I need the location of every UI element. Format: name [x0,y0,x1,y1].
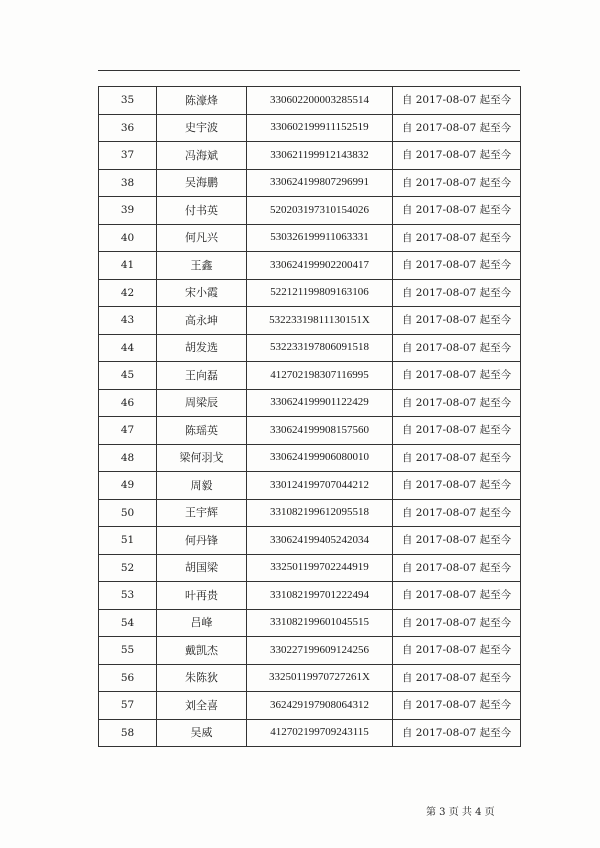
valid-period: 自 2017-08-07 起至今 [393,417,521,445]
table-row [99,224,521,252]
table-row [99,582,521,610]
valid-period: 自 2017-08-07 起至今 [393,637,521,665]
table-row [99,554,521,582]
valid-period: 自 2017-08-07 起至今 [393,87,521,115]
row-number: 53 [99,582,157,610]
valid-period: 自 2017-08-07 起至今 [393,664,521,692]
valid-period: 自 2017-08-07 起至今 [393,252,521,280]
row-number: 54 [99,609,157,637]
id-number: 331082199612095518 [247,499,393,527]
row-number: 42 [99,279,157,307]
id-number: 532233197806091518 [247,334,393,362]
page-number: 第 3 页 共 4 页 [426,807,495,818]
valid-period: 自 2017-08-07 起至今 [393,169,521,197]
row-number: 58 [99,719,157,747]
id-number: 331082199601045515 [247,609,393,637]
row-number: 40 [99,224,157,252]
id-number: 330621199912143832 [247,142,393,170]
id-number: 33250119970727261X [247,664,393,692]
valid-period: 自 2017-08-07 起至今 [393,499,521,527]
row-number: 56 [99,664,157,692]
person-name: 陈濠烽 [157,87,247,115]
row-number: 43 [99,307,157,335]
table-row [99,499,521,527]
person-name: 高永坤 [157,307,247,335]
valid-period: 自 2017-08-07 起至今 [393,444,521,472]
id-number: 412702199709243115 [247,719,393,747]
valid-period: 自 2017-08-07 起至今 [393,279,521,307]
person-name: 吕峰 [157,609,247,637]
table-row [99,664,521,692]
id-number: 53223319811130151X [247,307,393,335]
row-number: 52 [99,554,157,582]
id-number: 330227199609124256 [247,637,393,665]
person-name: 冯海斌 [157,142,247,170]
id-number: 330624199405242034 [247,527,393,555]
id-number: 331082199701222494 [247,582,393,610]
table-row [99,87,521,115]
roster-body [99,87,521,747]
person-name: 刘全喜 [157,692,247,720]
row-number: 51 [99,527,157,555]
person-name: 宋小霞 [157,279,247,307]
row-number: 50 [99,499,157,527]
person-name: 付书英 [157,197,247,225]
table-row [99,169,521,197]
person-name: 陈瑶英 [157,417,247,445]
id-number: 412702198307116995 [247,362,393,390]
row-number: 57 [99,692,157,720]
table-row [99,527,521,555]
person-name: 何凡兴 [157,224,247,252]
table-row [99,389,521,417]
id-number: 330624199902200417 [247,252,393,280]
row-number: 47 [99,417,157,445]
table-row [99,692,521,720]
row-number: 38 [99,169,157,197]
valid-period: 自 2017-08-07 起至今 [393,554,521,582]
person-name: 周毅 [157,472,247,500]
id-number: 330602200003285514 [247,87,393,115]
table-row [99,472,521,500]
valid-period: 自 2017-08-07 起至今 [393,362,521,390]
id-number: 330624199908157560 [247,417,393,445]
person-name: 吴威 [157,719,247,747]
person-name: 史宇波 [157,114,247,142]
valid-period: 自 2017-08-07 起至今 [393,527,521,555]
person-name: 胡国梁 [157,554,247,582]
row-number: 36 [99,114,157,142]
row-number: 46 [99,389,157,417]
id-number: 520203197310154026 [247,197,393,225]
id-number: 530326199911063331 [247,224,393,252]
id-number: 522121199809163106 [247,279,393,307]
row-number: 39 [99,197,157,225]
table-row [99,197,521,225]
person-name: 戴凯杰 [157,637,247,665]
id-number: 362429197908064312 [247,692,393,720]
id-number: 330624199906080010 [247,444,393,472]
person-name: 吴海鹏 [157,169,247,197]
table-row [99,279,521,307]
valid-period: 自 2017-08-07 起至今 [393,609,521,637]
valid-period: 自 2017-08-07 起至今 [393,334,521,362]
valid-period: 自 2017-08-07 起至今 [393,719,521,747]
table-row [99,252,521,280]
table-row [99,114,521,142]
valid-period: 自 2017-08-07 起至今 [393,472,521,500]
header-rule [98,70,520,71]
valid-period: 自 2017-08-07 起至今 [393,114,521,142]
person-name: 王向磊 [157,362,247,390]
table-row [99,637,521,665]
valid-period: 自 2017-08-07 起至今 [393,224,521,252]
valid-period: 自 2017-08-07 起至今 [393,307,521,335]
valid-period: 自 2017-08-07 起至今 [393,142,521,170]
table-row [99,609,521,637]
person-name: 王宇辉 [157,499,247,527]
table-row [99,719,521,747]
valid-period: 自 2017-08-07 起至今 [393,692,521,720]
id-number: 330124199707044212 [247,472,393,500]
person-name: 王鑫 [157,252,247,280]
id-number: 332501199702244919 [247,554,393,582]
table-row [99,307,521,335]
person-name: 胡发选 [157,334,247,362]
row-number: 37 [99,142,157,170]
row-number: 45 [99,362,157,390]
roster-table [98,86,521,747]
table-row [99,142,521,170]
row-number: 49 [99,472,157,500]
id-number: 330602199911152519 [247,114,393,142]
table-row [99,417,521,445]
valid-period: 自 2017-08-07 起至今 [393,582,521,610]
row-number: 35 [99,87,157,115]
person-name: 叶再贵 [157,582,247,610]
row-number: 55 [99,637,157,665]
person-name: 朱陈狄 [157,664,247,692]
row-number: 48 [99,444,157,472]
table-row [99,362,521,390]
row-number: 41 [99,252,157,280]
valid-period: 自 2017-08-07 起至今 [393,389,521,417]
person-name: 周梁辰 [157,389,247,417]
person-name: 梁何羽戈 [157,444,247,472]
table-row [99,444,521,472]
table-row [99,334,521,362]
id-number: 330624199807296991 [247,169,393,197]
person-name: 何丹锋 [157,527,247,555]
row-number: 44 [99,334,157,362]
valid-period: 自 2017-08-07 起至今 [393,197,521,225]
id-number: 330624199901122429 [247,389,393,417]
